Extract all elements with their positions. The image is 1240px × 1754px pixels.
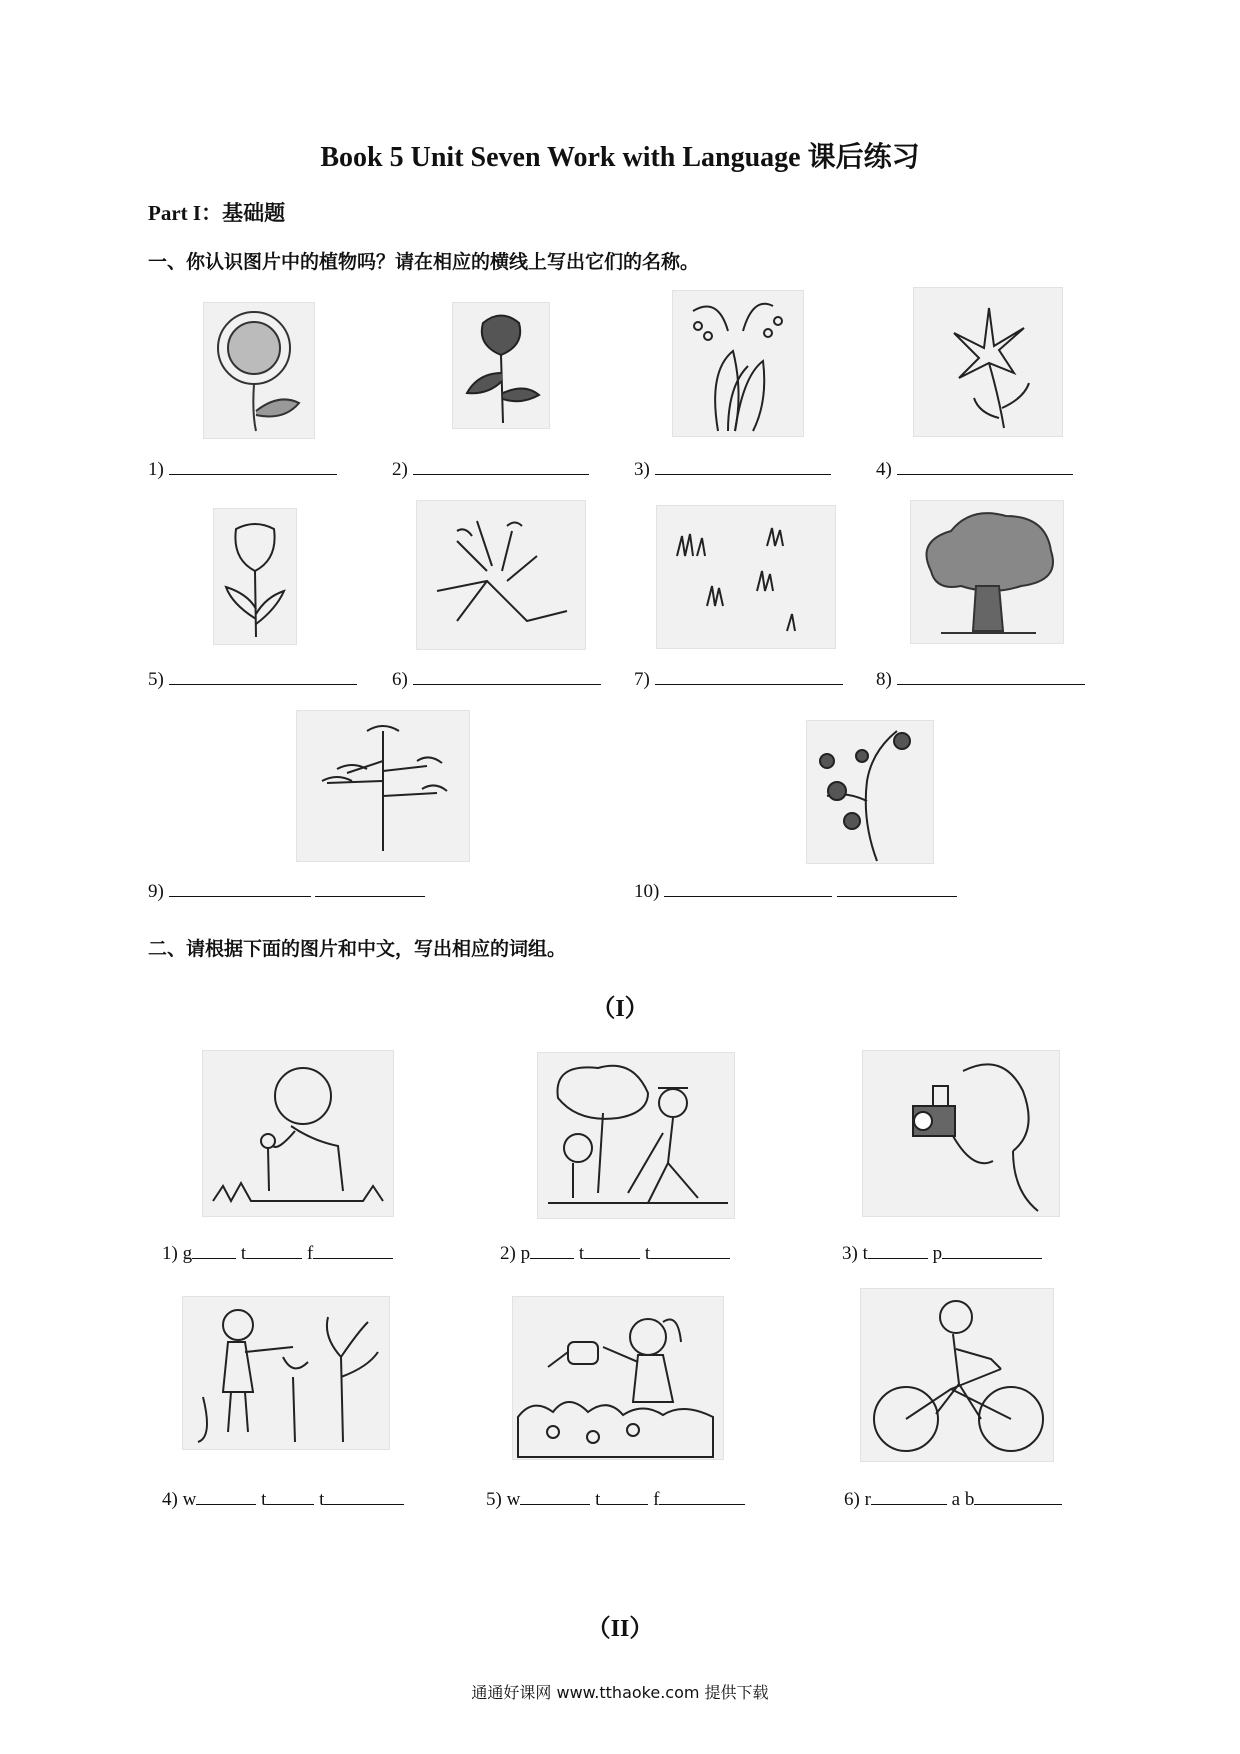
lilies-picture [416,500,586,650]
flowering-tree-picture [806,720,934,864]
phrase-answer-6: 6) r a b [844,1488,1062,1511]
answer-blank[interactable] [600,1488,648,1505]
answer-blank[interactable] [520,1488,590,1505]
answer-blank[interactable] [324,1488,404,1505]
answer-blank[interactable] [655,668,843,685]
group-label-2: （II） [586,1616,654,1642]
girl-picking-flower-picture [202,1050,394,1217]
answer-blank[interactable] [169,880,311,897]
watering-flowers-picture [512,1296,724,1460]
section2-instruction: 二、请根据下面的图片和中文，写出相应的词组。 [148,939,567,960]
plant-answer-10: 10) [634,880,957,903]
plant-answer-8: 8) [876,668,1085,691]
plant-answer-9: 9) [148,880,425,903]
answer-blank[interactable] [530,1242,574,1259]
plant-answer-1: 1) [148,458,337,481]
lily-of-the-valley-picture [672,290,804,437]
pine-tree-picture [296,710,470,862]
part-label: Part I：基础题 [148,201,286,225]
answer-blank[interactable] [664,880,832,897]
plant-answer-6: 6) [392,668,601,691]
taking-photo-picture [862,1050,1060,1217]
plant-answer-4: 4) [876,458,1073,481]
answer-blank[interactable] [246,1242,302,1259]
answer-blank[interactable] [897,668,1085,685]
plant-answer-2: 2) [392,458,589,481]
tree-picture [910,500,1064,644]
phrase-answer-4: 4) w t t [162,1488,404,1511]
grass-picture [656,505,836,649]
phrase-answer-3: 3) t p [842,1242,1042,1265]
plant-answer-5: 5) [148,668,357,691]
answer-blank[interactable] [837,880,957,897]
answer-blank[interactable] [974,1488,1062,1505]
watering-trees-picture [182,1296,390,1450]
page-footer: 通通好课网 www.tthaoke.com 提供下载 [471,1683,769,1702]
phrase-answer-1: 1) g t f [162,1242,393,1265]
answer-blank[interactable] [266,1488,314,1505]
answer-blank[interactable] [196,1488,256,1505]
plant-answer-7: 7) [634,668,843,691]
answer-blank[interactable] [315,880,425,897]
answer-blank[interactable] [584,1242,640,1259]
lily-picture [913,287,1063,437]
answer-blank[interactable] [942,1242,1042,1259]
phrase-answer-5: 5) w t f [486,1488,745,1511]
answer-blank[interactable] [659,1488,745,1505]
page-title: Book 5 Unit Seven Work with Language 课后练习 [320,142,920,173]
answer-blank[interactable] [650,1242,730,1259]
answer-blank[interactable] [413,668,601,685]
sunflower-picture [203,302,315,439]
answer-blank[interactable] [871,1488,947,1505]
plant-answer-3: 3) [634,458,831,481]
answer-blank[interactable] [868,1242,928,1259]
planting-tree-picture [537,1052,735,1219]
answer-blank[interactable] [313,1242,393,1259]
group-label-1: （I） [591,996,649,1022]
riding-bike-picture [860,1288,1054,1462]
tulip-picture [213,508,297,645]
answer-blank[interactable] [169,668,357,685]
answer-blank[interactable] [413,458,589,475]
answer-blank[interactable] [897,458,1073,475]
answer-blank[interactable] [169,458,337,475]
section1-instruction: 一、你认识图片中的植物吗？请在相应的横线上写出它们的名称。 [148,252,700,273]
answer-blank[interactable] [192,1242,236,1259]
rose-picture [452,302,550,429]
answer-blank[interactable] [655,458,831,475]
phrase-answer-2: 2) p t t [500,1242,730,1265]
